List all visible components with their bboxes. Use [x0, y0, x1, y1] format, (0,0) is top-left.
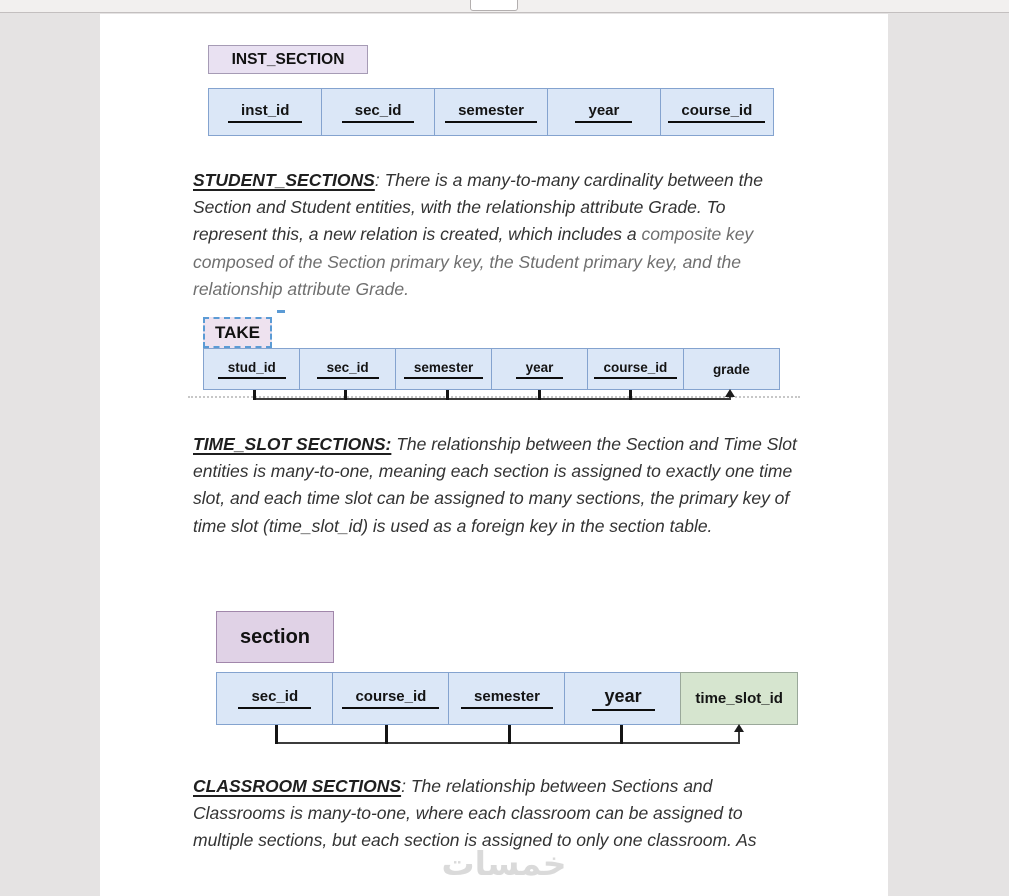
fk-arrow-up-icon — [734, 724, 744, 732]
relation-table-section — [216, 672, 798, 725]
relation-table-inst-section — [208, 88, 774, 136]
paragraph-heading: CLASSROOM SECTIONS — [193, 776, 402, 796]
bracket-line — [253, 398, 731, 400]
watermark-khamsat: خمسات — [441, 844, 567, 883]
paragraph-classroom-sections: CLASSROOM SECTIONS: The relationship between Sections and Classrooms is many-to-one, where each classroom can be assigned to multiple sections, but each section is assigned to only one classroom. As — [193, 776, 757, 851]
column-sec-id: sec_id — [321, 88, 435, 136]
column-year: year — [547, 88, 661, 136]
bracket-tick — [344, 390, 347, 400]
paragraph-body-light: composite key composed of the Section primary key, the Student primary key, and the relationship attribute Grade. — [193, 224, 754, 299]
column-sec-id: sec_id — [299, 348, 396, 390]
column-inst-id: inst_id — [208, 88, 322, 136]
fk-bracket-section — [275, 725, 740, 744]
entity-label-inst-section: INST_SECTION — [208, 45, 368, 74]
paragraph-heading: TIME_SLOT SECTIONS: — [193, 434, 392, 454]
bracket-tick — [253, 390, 256, 400]
column-course-id: course_id — [587, 348, 684, 390]
column-course-id: course_id — [660, 88, 774, 136]
column-stud-id: stud_id — [203, 348, 300, 390]
column-year: year — [564, 672, 682, 725]
column-grade: grade — [683, 348, 780, 390]
column-time-slot-id: time_slot_id — [680, 672, 798, 725]
column-sec-id: sec_id — [216, 672, 334, 725]
bracket-tick — [275, 725, 278, 744]
entity-label-take[interactable]: TAKE — [203, 317, 272, 348]
paragraph-heading: STUDENT_SECTIONS — [193, 170, 375, 190]
column-semester: semester — [448, 672, 566, 725]
ribbon-collapse-button[interactable] — [470, 0, 518, 11]
bracket-tick — [538, 390, 541, 400]
bracket-tick — [385, 725, 388, 744]
bracket-tick — [446, 390, 449, 400]
bracket-tick — [508, 725, 511, 744]
object-anchor-mark — [277, 310, 285, 313]
paragraph-body: There is a many-to-many cardinality between the Section and Student entities, with the relationship attribute Grade. To represent this, a new relation is created, which includes a — [193, 170, 763, 245]
paragraph-body: The relationship between Sections and Classrooms is many-to-one, where each classroom can be assigned to multiple sections, but each section is assigned to only one classroom. As — [193, 776, 757, 851]
document-page — [100, 14, 888, 896]
fk-bracket-take — [253, 390, 731, 400]
bracket-tick — [629, 390, 632, 400]
relation-table-take — [203, 348, 780, 390]
document-workspace — [0, 14, 1009, 896]
fk-arrow-up-icon — [725, 389, 735, 397]
column-semester: semester — [434, 88, 548, 136]
entity-label-section: section — [216, 611, 334, 663]
paragraph-time-slot-sections — [193, 431, 800, 540]
top-toolbar — [0, 0, 1009, 13]
paragraph-body: The relationship between the Section and Time Slot entities is many-to-one, meaning each section is assigned to exactly one time slot, and each time slot can be assigned to many sections, the primary key of time slot (time_slot_id) is used as a foreign key in the section table. — [193, 434, 797, 536]
bracket-tick — [620, 725, 623, 744]
fk-arrow-line — [738, 731, 740, 744]
paragraph-student-sections: STUDENT_SECTIONS: There is a many-to-many cardinality between the Section and Student entities, with the relationship attribute Grade. To represent this, a new relation is created, which includes a composite key composed of the Section primary key, the Student primary key, and the relationship attribute Grade. — [193, 170, 763, 299]
column-course-id: course_id — [332, 672, 450, 725]
column-semester: semester — [395, 348, 492, 390]
column-year: year — [491, 348, 588, 390]
